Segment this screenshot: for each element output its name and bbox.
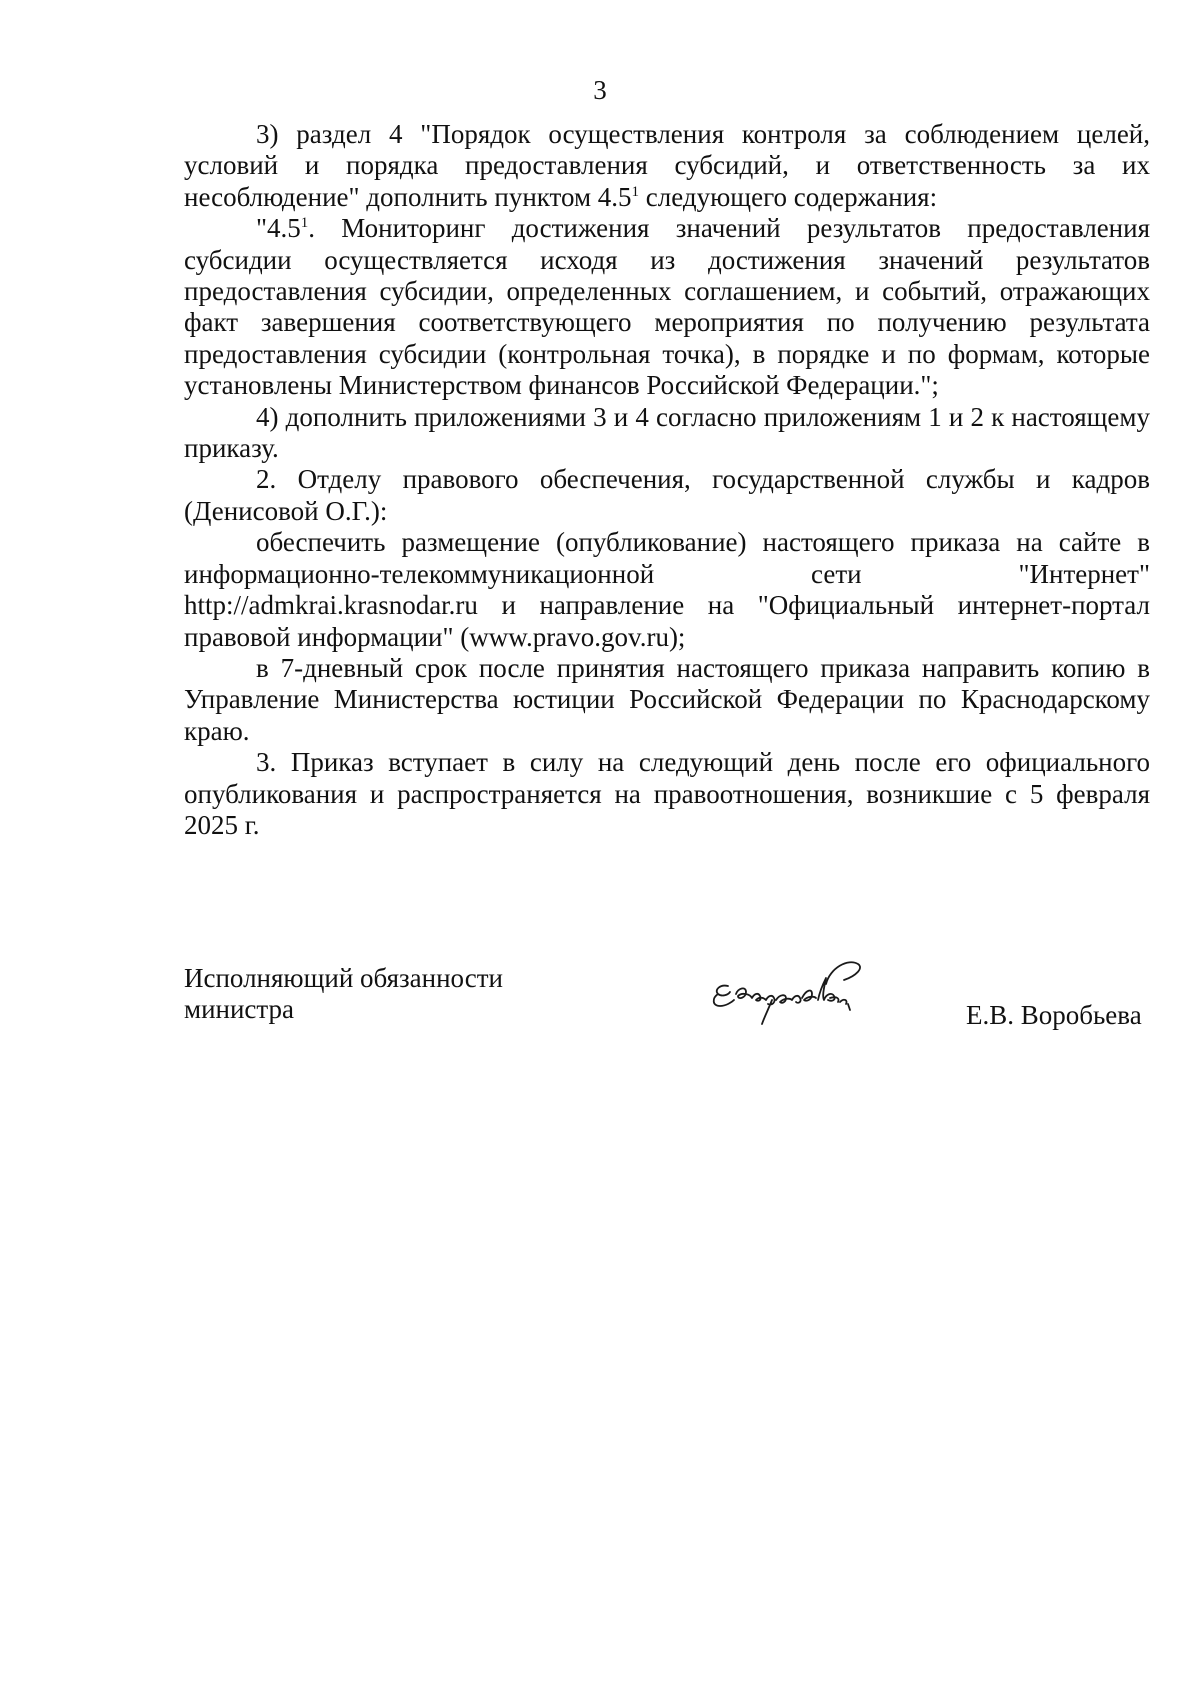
paragraph-copy-to-ministry: в 7-дневный срок после принятия настоящего приказа направить копию в Управление Министерства юстиции Российской Федерации по Краснодарскому краю.: [184, 652, 1150, 746]
superscript: 1: [631, 183, 640, 200]
paragraph-monitoring: [184, 213, 1150, 401]
handwritten-signature: [706, 954, 946, 1044]
paragraph-legal-department: 2. Отделу правового обеспечения, государственной службы и кадров (Денисовой О.Г.):: [184, 464, 1150, 526]
paragraph-text: "4.5: [256, 213, 301, 244]
paragraph-text: . Мониторинг достижения значений результатов предоставления субсидии осуществляется исходя из достижения значений результатов предоставления субсидии, определенных соглашением, и событий, отражающих факт завершения соответствующего мероприятия по получению результата предоставления субсидии (контрольная точка), в порядке и по формам, которые установлены Министерством финансов Российской Федерации.";: [184, 213, 1150, 401]
document-body: [184, 119, 1150, 841]
paragraph-entry-into-force: 3. Приказ вступает в силу на следующий день после его официального опубликования и распространяется на правоотношения, возникшие с 5 февраля 2025 г.: [184, 747, 1150, 840]
paragraph-publication: обеспечить размещение (опубликование) настоящего приказа на сайте в информационно-телекоммуникационной сети "Интернет" http://admkrai.krasnodar.ru и направление на "Официальный интернет-портал правовой информации" (www.pravo.gov.ru);: [184, 527, 1150, 652]
page-number: 3: [593, 75, 607, 105]
superscript: 1: [300, 215, 309, 232]
signatory-position: [184, 963, 784, 1026]
paragraph-appendices: 4) дополнить приложениями 3 и 4 согласно приложениям 1 и 2 к настоящему приказу.: [184, 401, 1150, 464]
position-line-2: министра: [184, 994, 295, 1025]
paragraph-text: 3) раздел 4 "Порядок осуществления контроля за соблюдением целей, условий и порядка предоставления субсидий, и ответственность за их несоблюдение" дополнить пунктом 4.5: [184, 119, 1150, 212]
position-line-1: Исполняющий обязанности: [184, 963, 503, 993]
paragraph-text: следующего содержания:: [639, 181, 938, 212]
paragraph-section-4-amendment: [184, 119, 1150, 213]
signer-name: Е.В. Воробьева: [966, 1000, 1142, 1030]
